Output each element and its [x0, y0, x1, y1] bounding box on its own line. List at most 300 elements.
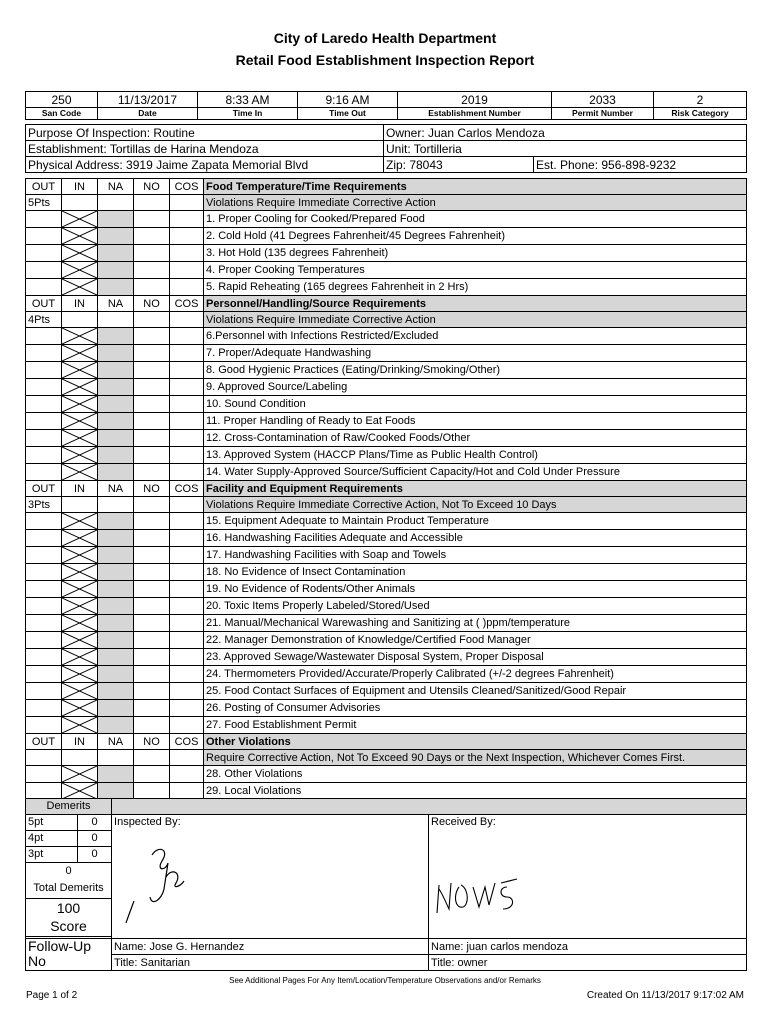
- in-x-mark: [62, 262, 98, 279]
- col-in-label: IN: [62, 296, 98, 312]
- violation-item-row: [26, 564, 747, 581]
- in-x-mark: [62, 362, 98, 379]
- na-cell: [98, 464, 134, 481]
- out-cell: [26, 447, 62, 464]
- score-label: Score: [50, 918, 87, 934]
- out-cell: [26, 211, 62, 228]
- col-in-label: IN: [62, 734, 98, 750]
- cos-cell: [170, 430, 204, 447]
- violation-item-label: 4. Proper Cooking Temperatures: [204, 262, 747, 279]
- cos-cell: [170, 598, 204, 615]
- na-cell: [98, 279, 134, 296]
- no-cell: [134, 328, 170, 345]
- out-cell: [26, 530, 62, 547]
- demerit-3pt-value: 0: [78, 847, 112, 863]
- out-cell: [26, 362, 62, 379]
- in-x-mark: [62, 783, 98, 800]
- out-cell: [26, 513, 62, 530]
- section-note: Violations Require Immediate Corrective Action: [204, 312, 747, 328]
- demerits-label: Demerits: [26, 799, 112, 815]
- violation-item-label: 20. Toxic Items Properly Labeled/Stored/Used: [204, 598, 747, 615]
- no-cell: [134, 262, 170, 279]
- cos-cell: [170, 700, 204, 717]
- phone-field: Est. Phone: 956-898-9232: [534, 157, 747, 173]
- violation-item-label: 23. Approved Sewage/Wastewater Disposal System, Proper Disposal: [204, 649, 747, 666]
- no-cell: [134, 413, 170, 430]
- in-x-mark: [62, 396, 98, 413]
- in-x-mark: [62, 632, 98, 649]
- blank-cell: [170, 497, 204, 513]
- violation-item-row: [26, 683, 747, 700]
- section-header-row: [26, 296, 747, 312]
- col-no-label: NO: [134, 179, 170, 195]
- violation-item-row: [26, 717, 747, 734]
- col-na-label: NA: [98, 481, 134, 497]
- out-cell: [26, 464, 62, 481]
- cos-cell: [170, 581, 204, 598]
- inspector-title: Title: Sanitarian: [112, 955, 429, 971]
- violation-item-label: 27. Food Establishment Permit: [204, 717, 747, 734]
- date-value: 11/13/2017: [98, 92, 198, 108]
- violation-item-label: 6.Personnel with Infections Restricted/Excluded: [204, 328, 747, 345]
- cos-cell: [170, 447, 204, 464]
- time-out-value: 9:16 AM: [298, 92, 398, 108]
- total-demerits-value: 0: [65, 865, 72, 877]
- violation-item-label: 14. Water Supply-Approved Source/Sufficient Capacity/Hot and Cold Under Pressure: [204, 464, 747, 481]
- violation-item-label: 22. Manager Demonstration of Knowledge/Certified Food Manager: [204, 632, 747, 649]
- out-cell: [26, 700, 62, 717]
- col-na-label: NA: [98, 734, 134, 750]
- violation-item-label: 19. No Evidence of Rodents/Other Animals: [204, 581, 747, 598]
- na-cell: [98, 783, 134, 800]
- violation-item-row: [26, 783, 747, 800]
- out-cell: [26, 615, 62, 632]
- violation-item-label: 8. Good Hygienic Practices (Eating/Drinking/Smoking/Other): [204, 362, 747, 379]
- na-cell: [98, 598, 134, 615]
- col-cos-label: COS: [170, 296, 204, 312]
- in-x-mark: [62, 564, 98, 581]
- blank-cell: [98, 312, 134, 328]
- receiver-signature: [431, 865, 541, 925]
- cos-cell: [170, 328, 204, 345]
- cos-cell: [170, 632, 204, 649]
- col-cos-label: COS: [170, 481, 204, 497]
- page-number: Page 1 of 2: [26, 990, 78, 1001]
- out-cell: [26, 717, 62, 734]
- blank-cell: [170, 195, 204, 211]
- inspector-signature: [122, 837, 212, 927]
- section-header-row: [26, 734, 747, 750]
- out-cell: [26, 783, 62, 800]
- cos-cell: [170, 717, 204, 734]
- section-points: 4Pts: [26, 312, 62, 328]
- no-cell: [134, 345, 170, 362]
- follow-up-label: Follow-Up: [28, 938, 92, 954]
- no-cell: [134, 513, 170, 530]
- blank-cell: [62, 497, 98, 513]
- cos-cell: [170, 279, 204, 296]
- in-x-mark: [62, 345, 98, 362]
- violation-item-row: [26, 379, 747, 396]
- blank-cell: [134, 195, 170, 211]
- violation-item-row: [26, 413, 747, 430]
- na-cell: [98, 345, 134, 362]
- section-title: Food Temperature/Time Requirements: [204, 179, 747, 195]
- section-note-row: [26, 497, 747, 513]
- cos-cell: [170, 379, 204, 396]
- receiver-title: Title: owner: [429, 955, 747, 971]
- score-value: 100: [56, 900, 81, 916]
- out-cell: [26, 345, 62, 362]
- na-cell: [98, 379, 134, 396]
- cos-cell: [170, 615, 204, 632]
- cos-cell: [170, 513, 204, 530]
- cos-cell: [170, 766, 204, 783]
- violation-item-label: 7. Proper/Adequate Handwashing: [204, 345, 747, 362]
- purpose-of-inspection: Purpose Of Inspection: Routine: [26, 125, 384, 141]
- cos-cell: [170, 666, 204, 683]
- na-cell: [98, 396, 134, 413]
- no-cell: [134, 464, 170, 481]
- in-x-mark: [62, 649, 98, 666]
- cos-cell: [170, 362, 204, 379]
- violation-item-row: [26, 530, 747, 547]
- violation-item-label: 25. Food Contact Surfaces of Equipment and Utensils Cleaned/Sanitized/Good Repair: [204, 683, 747, 700]
- san-code-label: San Code: [26, 108, 98, 120]
- na-cell: [98, 362, 134, 379]
- blank-cell: [62, 312, 98, 328]
- no-cell: [134, 598, 170, 615]
- demerits-signature-table: [25, 798, 747, 971]
- violation-item-row: [26, 513, 747, 530]
- violation-item-row: [26, 700, 747, 717]
- blank-cell: [170, 312, 204, 328]
- violation-item-row: [26, 211, 747, 228]
- out-cell: [26, 632, 62, 649]
- out-cell: [26, 328, 62, 345]
- section-points: 5Pts: [26, 195, 62, 211]
- na-cell: [98, 530, 134, 547]
- no-cell: [134, 700, 170, 717]
- permit-number-value: 2033: [552, 92, 654, 108]
- violation-item-row: [26, 447, 747, 464]
- demerit-4pt-value: 0: [78, 831, 112, 847]
- violation-item-label: 13. Approved System (HACCP Plans/Time as Public Health Control): [204, 447, 747, 464]
- received-by-box: [429, 815, 747, 939]
- col-out-label: OUT: [26, 179, 62, 195]
- na-cell: [98, 632, 134, 649]
- na-cell: [98, 564, 134, 581]
- col-out-label: OUT: [26, 734, 62, 750]
- section-note: Require Corrective Action, Not To Exceed 90 Days or the Next Inspection, Whichever Comes First.: [204, 750, 747, 766]
- in-x-mark: [62, 228, 98, 245]
- na-cell: [98, 700, 134, 717]
- no-cell: [134, 430, 170, 447]
- out-cell: [26, 430, 62, 447]
- out-cell: [26, 245, 62, 262]
- permit-number-label: Permit Number: [552, 108, 654, 120]
- violation-item-row: [26, 581, 747, 598]
- na-cell: [98, 228, 134, 245]
- time-in-label: Time In: [198, 108, 298, 120]
- violation-item-row: [26, 262, 747, 279]
- out-cell: [26, 581, 62, 598]
- cos-cell: [170, 683, 204, 700]
- no-cell: [134, 766, 170, 783]
- violation-item-row: [26, 547, 747, 564]
- in-x-mark: [62, 683, 98, 700]
- cos-cell: [170, 649, 204, 666]
- info-table: [25, 91, 747, 120]
- out-cell: [26, 666, 62, 683]
- na-cell: [98, 649, 134, 666]
- out-cell: [26, 396, 62, 413]
- in-x-mark: [62, 666, 98, 683]
- score-box: [26, 899, 112, 937]
- in-x-mark: [62, 430, 98, 447]
- violation-item-label: 9. Approved Source/Labeling: [204, 379, 747, 396]
- no-cell: [134, 717, 170, 734]
- violation-item-row: [26, 245, 747, 262]
- in-x-mark: [62, 615, 98, 632]
- violation-item-label: 3. Hot Hold (135 degrees Fahrenheit): [204, 245, 747, 262]
- violation-item-label: 21. Manual/Mechanical Warewashing and Sanitizing at ( )ppm/temperature: [204, 615, 747, 632]
- violation-item-label: 17. Handwashing Facilities with Soap and Towels: [204, 547, 747, 564]
- na-cell: [98, 513, 134, 530]
- risk-category-value: 2: [654, 92, 747, 108]
- violation-item-row: [26, 598, 747, 615]
- na-cell: [98, 328, 134, 345]
- section-note-row: [26, 750, 747, 766]
- additional-pages-note: See Additional Pages For Any Item/Location/Temperature Observations and/or Remarks: [229, 976, 541, 985]
- out-cell: [26, 766, 62, 783]
- out-cell: [26, 279, 62, 296]
- follow-up-box: [26, 939, 112, 971]
- violation-item-row: [26, 430, 747, 447]
- blank-cell: [98, 497, 134, 513]
- col-no-label: NO: [134, 481, 170, 497]
- violation-item-label: 2. Cold Hold (41 Degrees Fahrenheit/45 Degrees Fahrenheit): [204, 228, 747, 245]
- establishment-field: Establishment: Tortillas de Harina Mendoza: [26, 141, 384, 157]
- violation-item-label: 12. Cross-Contamination of Raw/Cooked Foods/Other: [204, 430, 747, 447]
- zip-field: Zip: 78043: [384, 157, 534, 173]
- no-cell: [134, 547, 170, 564]
- col-in-label: IN: [62, 481, 98, 497]
- no-cell: [134, 279, 170, 296]
- out-cell: [26, 262, 62, 279]
- blank-cell: [170, 750, 204, 766]
- no-cell: [134, 362, 170, 379]
- cos-cell: [170, 464, 204, 481]
- na-cell: [98, 683, 134, 700]
- in-x-mark: [62, 245, 98, 262]
- in-x-mark: [62, 279, 98, 296]
- cos-cell: [170, 345, 204, 362]
- total-demerits-box: [26, 863, 112, 899]
- no-cell: [134, 649, 170, 666]
- no-cell: [134, 683, 170, 700]
- violation-item-label: 5. Rapid Reheating (165 degrees Fahrenheit in 2 Hrs): [204, 279, 747, 296]
- violation-item-label: 15. Equipment Adequate to Maintain Product Temperature: [204, 513, 747, 530]
- section-header-row: [26, 179, 747, 195]
- no-cell: [134, 228, 170, 245]
- cos-cell: [170, 564, 204, 581]
- no-cell: [134, 396, 170, 413]
- out-cell: [26, 598, 62, 615]
- violation-item-row: [26, 279, 747, 296]
- violation-item-row: [26, 766, 747, 783]
- demerit-4pt-label: 4pt: [26, 831, 78, 847]
- violation-item-row: [26, 615, 747, 632]
- blank-cell: [98, 750, 134, 766]
- blank-cell: [62, 750, 98, 766]
- violation-item-row: [26, 649, 747, 666]
- section-title: Personnel/Handling/Source Requirements: [204, 296, 747, 312]
- na-cell: [98, 447, 134, 464]
- out-cell: [26, 379, 62, 396]
- establishment-info-table: [25, 124, 747, 173]
- in-x-mark: [62, 717, 98, 734]
- in-x-mark: [62, 581, 98, 598]
- section-title: Facility and Equipment Requirements: [204, 481, 747, 497]
- no-cell: [134, 245, 170, 262]
- section-note: Violations Require Immediate Corrective Action, Not To Exceed 10 Days: [204, 497, 747, 513]
- col-no-label: NO: [134, 734, 170, 750]
- na-cell: [98, 615, 134, 632]
- address-field: Physical Address: 3919 Jaime Zapata Memorial Blvd: [26, 157, 384, 173]
- unit-field: Unit: Tortilleria: [384, 141, 747, 157]
- col-cos-label: COS: [170, 179, 204, 195]
- na-cell: [98, 430, 134, 447]
- na-cell: [98, 766, 134, 783]
- in-x-mark: [62, 211, 98, 228]
- risk-category-label: Risk Category: [654, 108, 747, 120]
- in-x-mark: [62, 328, 98, 345]
- no-cell: [134, 615, 170, 632]
- violation-item-label: 24. Thermometers Provided/Accurate/Properly Calibrated (+/-2 degrees Fahrenheit): [204, 666, 747, 683]
- violations-table: [25, 178, 747, 800]
- na-cell: [98, 211, 134, 228]
- violation-item-label: 28. Other Violations: [204, 766, 747, 783]
- na-cell: [98, 581, 134, 598]
- violation-item-row: [26, 396, 747, 413]
- section-points: 3Pts: [26, 497, 62, 513]
- receiver-name: Name: juan carlos mendoza: [429, 939, 747, 955]
- in-x-mark: [62, 513, 98, 530]
- no-cell: [134, 783, 170, 800]
- in-x-mark: [62, 700, 98, 717]
- no-cell: [134, 632, 170, 649]
- blank-cell: [134, 312, 170, 328]
- violation-item-label: 29. Local Violations: [204, 783, 747, 800]
- violation-item-row: [26, 328, 747, 345]
- cos-cell: [170, 413, 204, 430]
- violation-item-label: 1. Proper Cooling for Cooked/Prepared Food: [204, 211, 747, 228]
- col-cos-label: COS: [170, 734, 204, 750]
- cos-cell: [170, 783, 204, 800]
- na-cell: [98, 262, 134, 279]
- inspected-by-label: Inspected By:: [114, 816, 181, 828]
- date-label: Date: [98, 108, 198, 120]
- out-cell: [26, 683, 62, 700]
- na-cell: [98, 245, 134, 262]
- violation-item-row: [26, 228, 747, 245]
- no-cell: [134, 581, 170, 598]
- na-cell: [98, 547, 134, 564]
- section-title: Other Violations: [204, 734, 747, 750]
- no-cell: [134, 530, 170, 547]
- no-cell: [134, 211, 170, 228]
- na-cell: [98, 666, 134, 683]
- no-cell: [134, 666, 170, 683]
- blank-cell: [134, 497, 170, 513]
- cos-cell: [170, 262, 204, 279]
- in-x-mark: [62, 766, 98, 783]
- cos-cell: [170, 211, 204, 228]
- in-x-mark: [62, 530, 98, 547]
- out-cell: [26, 413, 62, 430]
- section-header-row: [26, 481, 747, 497]
- time-in-value: 8:33 AM: [198, 92, 298, 108]
- violation-item-row: [26, 632, 747, 649]
- inspected-by-box: [112, 815, 429, 939]
- demerit-5pt-value: 0: [78, 815, 112, 831]
- follow-up-value: No: [28, 953, 46, 969]
- owner-field: Owner: Juan Carlos Mendoza: [384, 125, 747, 141]
- cos-cell: [170, 547, 204, 564]
- inspector-name: Name: Jose G. Hernandez: [112, 939, 429, 955]
- section-note: Violations Require Immediate Corrective Action: [204, 195, 747, 211]
- time-out-label: Time Out: [298, 108, 398, 120]
- received-by-label: Received By:: [431, 816, 496, 828]
- col-out-label: OUT: [26, 296, 62, 312]
- violation-item-label: 18. No Evidence of Insect Contamination: [204, 564, 747, 581]
- col-out-label: OUT: [26, 481, 62, 497]
- blank-cell: [98, 195, 134, 211]
- establishment-number-label: Establishment Number: [398, 108, 552, 120]
- violation-item-row: [26, 464, 747, 481]
- demerit-3pt-label: 3pt: [26, 847, 78, 863]
- cos-cell: [170, 228, 204, 245]
- cos-cell: [170, 245, 204, 262]
- demerit-5pt-label: 5pt: [26, 815, 78, 831]
- section-note-row: [26, 195, 747, 211]
- report-title: Retail Food Establishment Inspection Report: [235, 52, 535, 68]
- section-note-row: [26, 312, 747, 328]
- out-cell: [26, 547, 62, 564]
- col-na-label: NA: [98, 179, 134, 195]
- col-in-label: IN: [62, 179, 98, 195]
- blank-cell: [134, 750, 170, 766]
- violation-item-label: 26. Posting of Consumer Advisories: [204, 700, 747, 717]
- created-on: Created On 11/13/2017 9:17:02 AM: [586, 990, 744, 1001]
- no-cell: [134, 564, 170, 581]
- violation-item-label: 16. Handwashing Facilities Adequate and Accessible: [204, 530, 747, 547]
- out-cell: [26, 564, 62, 581]
- violation-item-row: [26, 362, 747, 379]
- in-x-mark: [62, 413, 98, 430]
- section-points: [26, 750, 62, 766]
- out-cell: [26, 228, 62, 245]
- report-agency-title: City of Laredo Health Department: [273, 30, 497, 46]
- na-cell: [98, 717, 134, 734]
- in-x-mark: [62, 598, 98, 615]
- no-cell: [134, 447, 170, 464]
- in-x-mark: [62, 379, 98, 396]
- violation-item-label: 10. Sound Condition: [204, 396, 747, 413]
- col-no-label: NO: [134, 296, 170, 312]
- in-x-mark: [62, 547, 98, 564]
